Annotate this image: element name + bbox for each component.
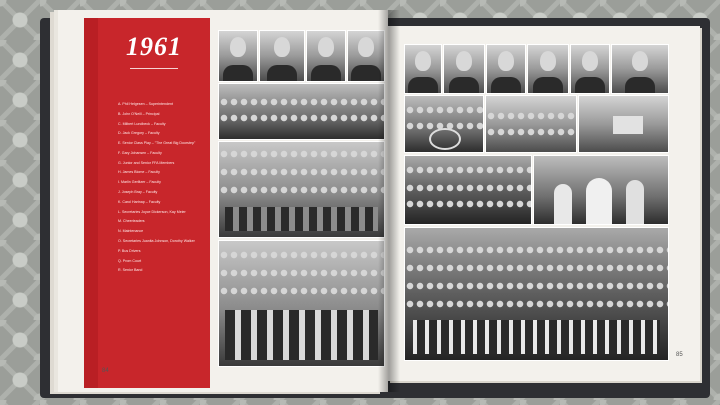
caption-item: O. Secretaries Juanita Johnson, Dorothy Walker	[118, 238, 195, 243]
caption-item: R. Senior Band	[118, 268, 143, 273]
bus-drivers-photo	[404, 155, 532, 225]
caption-list	[118, 102, 206, 278]
caption-item: I. Marlin Gerlitzer – Faculty	[118, 180, 161, 185]
faculty-portrait	[306, 30, 346, 82]
faculty-portrait	[404, 44, 442, 94]
skirts-row	[225, 207, 378, 231]
team-photo	[218, 240, 385, 367]
caption-item: F. Gary Johansen – Faculty	[118, 150, 162, 155]
caption-item: Q. Prom Court	[118, 258, 142, 263]
caption-item: P. Bus Drivers	[118, 248, 141, 253]
caption-item: D. Jack Gregory – Faculty	[118, 131, 160, 136]
faculty-portrait	[611, 44, 669, 94]
year-title: 1961	[126, 32, 182, 61]
caption-item: J. Joseph Bray – Faculty	[118, 190, 158, 195]
faculty-portrait	[259, 30, 305, 82]
emblem-icon	[429, 128, 461, 150]
legs-row	[225, 310, 378, 360]
caption-item: M. Cheerleaders	[118, 219, 145, 224]
caption-item: B. John O'Neill – Principal	[118, 111, 160, 116]
prom-court-photo	[533, 155, 669, 225]
group-photo	[218, 141, 385, 238]
caption-item: C. Milbert Lundbeck – Faculty	[118, 121, 166, 126]
cheerleaders-photo	[404, 95, 484, 153]
maintenance-photo	[485, 95, 577, 153]
faculty-portrait	[527, 44, 569, 94]
faculty-portrait	[486, 44, 526, 94]
caption-panel	[98, 18, 210, 388]
caption-item: E. Senior Class Play – "The Great Big Doorstep"	[118, 141, 196, 146]
caption-item: K. Carol Hartnap – Faculty	[118, 199, 161, 204]
caption-item: A. Phil Helgesen – Superintendent	[118, 102, 173, 106]
gown-shape	[586, 178, 612, 224]
faculty-portrait	[443, 44, 485, 94]
gown-shape	[626, 180, 644, 224]
faculty-portrait	[218, 30, 258, 82]
typewriter-shape	[613, 116, 643, 134]
faculty-portrait	[570, 44, 610, 94]
gown-shape	[554, 184, 572, 224]
band-uniforms-row	[413, 320, 660, 354]
caption-item: N. Maintenance	[118, 229, 144, 234]
secretaries-photo	[578, 95, 669, 153]
title-flourish	[130, 68, 178, 69]
caption-item: L. Secretaries Joyce Dickerson, Kay Meier	[118, 209, 186, 214]
left-page-number: 84	[102, 368, 109, 374]
caption-item: G. Junior and Senior FFA Members	[118, 160, 175, 165]
class-play-photo	[218, 83, 385, 140]
caption-item: H. James Blome – Faculty	[118, 170, 160, 175]
book-gutter	[378, 10, 400, 392]
right-page-number: 85	[676, 352, 683, 358]
senior-band-photo	[404, 227, 669, 361]
